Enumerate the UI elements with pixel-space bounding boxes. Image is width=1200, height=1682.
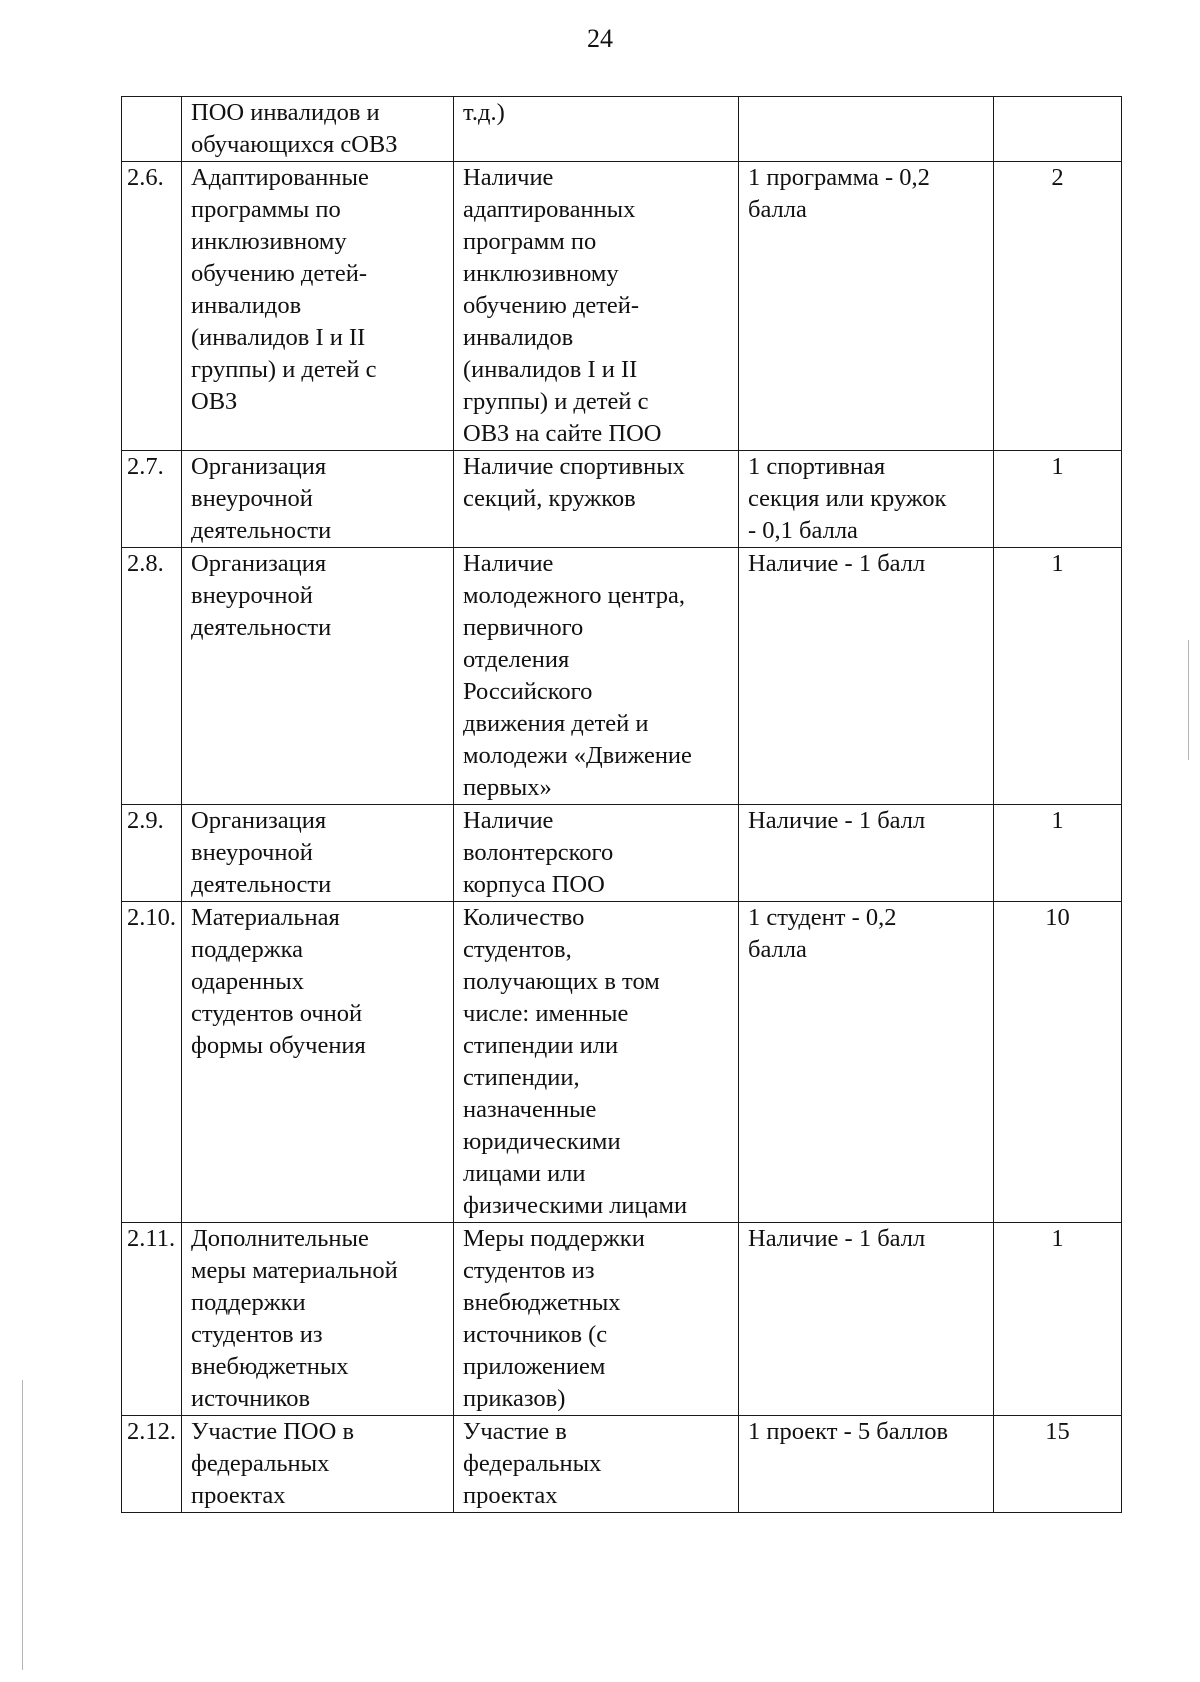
- indicator-cell: [454, 1416, 739, 1513]
- criterion-cell: [182, 1223, 454, 1416]
- criterion-cell: [182, 97, 454, 162]
- row-number: 2.7.: [127, 453, 164, 480]
- method-cell: [739, 162, 994, 451]
- method-text: Наличие - 1 балл: [748, 550, 926, 577]
- criterion-cell: [182, 805, 454, 902]
- scan-edge-left: [22, 1380, 23, 1670]
- method-text: 1 спортивная секция или кружок - 0,1 балла: [748, 453, 947, 544]
- max-score-cell: [994, 1223, 1122, 1416]
- criterion-text: Организация внеурочной деятельности: [191, 807, 332, 898]
- criterion-cell: [182, 1416, 454, 1513]
- max-score: 1: [1051, 807, 1064, 834]
- method-cell: [739, 1223, 994, 1416]
- row-number: 2.8.: [127, 550, 164, 577]
- indicator-cell: [454, 902, 739, 1223]
- max-score-cell: [994, 548, 1122, 805]
- indicator-cell: [454, 1223, 739, 1416]
- indicator-cell: [454, 162, 739, 451]
- criterion-text: Адаптированные программы по инклюзивному обучению детей- инвалидов (инвалидов I и II группы) и детей с ОВЗ: [191, 164, 377, 415]
- method-cell: [739, 805, 994, 902]
- indicator-text: Участие в федеральных проектах: [463, 1418, 602, 1509]
- table-row: [122, 451, 1122, 548]
- max-score: 15: [1045, 1418, 1070, 1445]
- method-cell: [739, 97, 994, 162]
- method-text: 1 проект - 5 баллов: [748, 1418, 949, 1445]
- indicator-cell: [454, 805, 739, 902]
- criterion-cell: [182, 902, 454, 1223]
- method-text: Наличие - 1 балл: [748, 807, 926, 834]
- max-score: 1: [1051, 453, 1064, 480]
- indicator-cell: [454, 451, 739, 548]
- method-text: 1 программа - 0,2 балла: [748, 164, 930, 223]
- row-number-cell: [122, 1223, 182, 1416]
- max-score-cell: [994, 451, 1122, 548]
- criterion-text: ПОО инвалидов и обучающихся сОВЗ: [191, 99, 398, 158]
- max-score: 2: [1051, 164, 1064, 191]
- criterion-cell: [182, 162, 454, 451]
- max-score-cell: [994, 805, 1122, 902]
- indicator-cell: [454, 97, 739, 162]
- method-cell: [739, 1416, 994, 1513]
- method-cell: [739, 548, 994, 805]
- indicator-text: Меры поддержки студентов из внебюджетных источников (с приложением приказов): [463, 1225, 645, 1412]
- criterion-cell: [182, 548, 454, 805]
- row-number: 2.9.: [127, 807, 164, 834]
- indicator-text: т.д.): [463, 99, 505, 126]
- criteria-table: [121, 96, 1122, 1513]
- indicator-text: Количество студентов, получающих в том числе: именные стипендии или стипендии, назначенные юридическими лицами или физическими лицами: [463, 904, 688, 1219]
- indicator-text: Наличие спортивных секций, кружков: [463, 453, 685, 512]
- max-score-cell: [994, 902, 1122, 1223]
- criteria-table-body: [122, 97, 1122, 1513]
- table-row: [122, 902, 1122, 1223]
- table-row: [122, 162, 1122, 451]
- method-cell: [739, 902, 994, 1223]
- table-row: [122, 805, 1122, 902]
- row-number: 2.11.: [127, 1225, 176, 1252]
- method-text: 1 студент - 0,2 балла: [748, 904, 897, 963]
- row-number: 2.6.: [127, 164, 164, 191]
- max-score: 1: [1051, 550, 1064, 577]
- max-score-cell: [994, 162, 1122, 451]
- table-row: [122, 97, 1122, 162]
- page-number: 24: [587, 24, 613, 53]
- table-row: [122, 548, 1122, 805]
- row-number-cell: [122, 548, 182, 805]
- table-row: [122, 1416, 1122, 1513]
- table-row: [122, 1223, 1122, 1416]
- max-score-cell: [994, 1416, 1122, 1513]
- criterion-text: Организация внеурочной деятельности: [191, 453, 332, 544]
- indicator-cell: [454, 548, 739, 805]
- criterion-text: Дополнительные меры материальной поддержки студентов из внебюджетных источников: [191, 1225, 398, 1412]
- criterion-text: Материальная поддержка одаренных студентов очной формы обучения: [191, 904, 366, 1059]
- indicator-text: Наличие волонтерского корпуса ПОО: [463, 807, 614, 898]
- indicator-text: Наличие адаптированных программ по инклюзивному обучению детей- инвалидов (инвалидов I и II группы) и детей с ОВЗ на сайте ПОО: [463, 164, 662, 447]
- row-number-cell: [122, 162, 182, 451]
- indicator-text: Наличие молодежного центра, первичного отделения Российского движения детей и молодежи «Движение первых»: [463, 550, 692, 801]
- row-number-cell: [122, 805, 182, 902]
- row-number-cell: [122, 97, 182, 162]
- criterion-text: Организация внеурочной деятельности: [191, 550, 332, 641]
- row-number-cell: [122, 1416, 182, 1513]
- criterion-text: Участие ПОО в федеральных проектах: [191, 1418, 355, 1509]
- row-number-cell: [122, 451, 182, 548]
- scan-edge-right: [1188, 640, 1189, 760]
- row-number-cell: [122, 902, 182, 1223]
- criterion-cell: [182, 451, 454, 548]
- max-score: 1: [1051, 1225, 1064, 1252]
- method-text: Наличие - 1 балл: [748, 1225, 926, 1252]
- row-number: 2.12.: [127, 1418, 176, 1445]
- max-score: 10: [1045, 904, 1070, 931]
- method-cell: [739, 451, 994, 548]
- row-number: 2.10.: [127, 904, 176, 931]
- max-score-cell: [994, 97, 1122, 162]
